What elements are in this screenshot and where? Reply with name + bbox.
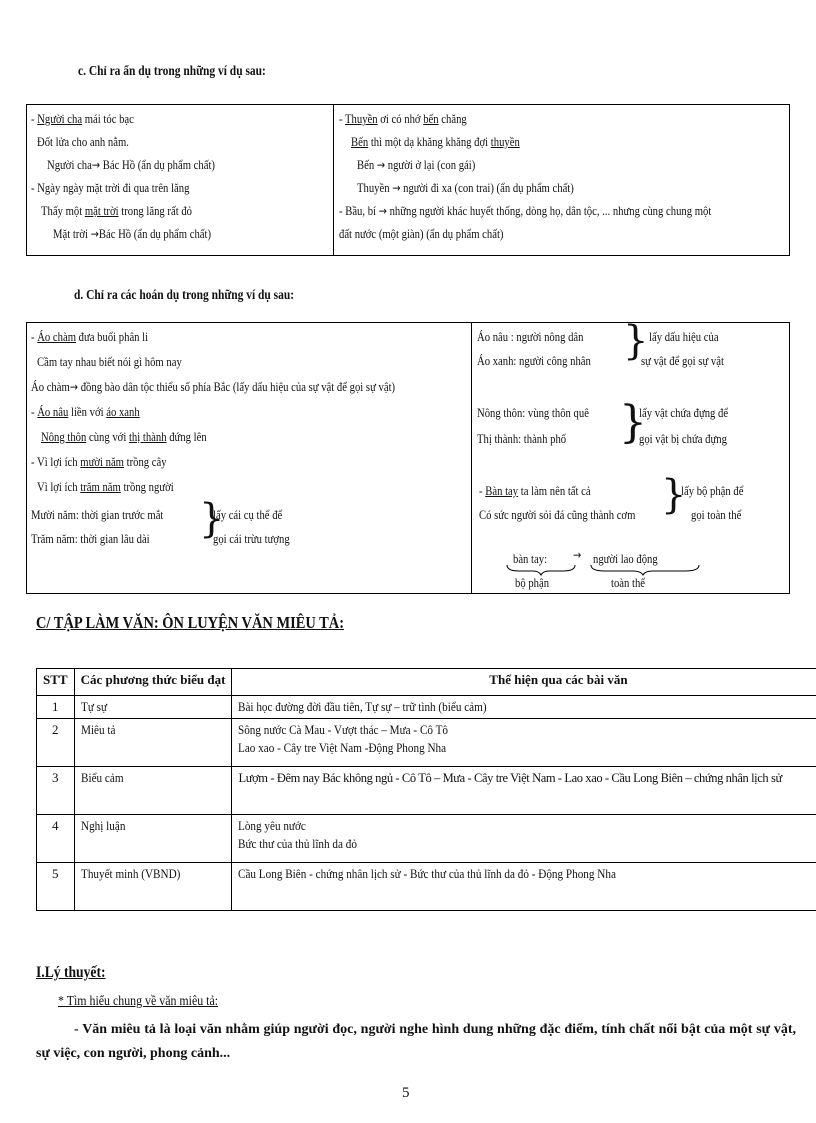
heading-an-du: c. Chỉ ra ẩn dụ trong những ví dụ sau: xyxy=(78,64,266,79)
arrow-icon: → xyxy=(378,204,387,218)
right-note3-line1: lấy bộ phận để xyxy=(681,483,744,498)
text-line xyxy=(41,203,192,219)
text-line xyxy=(31,379,395,395)
text-line xyxy=(31,454,167,470)
text-fragment: Nông thôn xyxy=(41,429,87,444)
right-pair2-line2: Thị thành: thành phố xyxy=(477,431,567,446)
arrow-icon: → xyxy=(90,227,99,241)
right-brace-3: } xyxy=(661,472,687,518)
text-line xyxy=(31,111,134,127)
cell-stt xyxy=(37,719,75,767)
right-brace-2: } xyxy=(619,397,647,448)
cell-works xyxy=(232,696,816,719)
text-line xyxy=(351,134,520,150)
text-line xyxy=(41,429,207,445)
ban-tay-label: bàn tay: xyxy=(513,551,548,566)
an-du-box xyxy=(26,104,790,256)
cell-method xyxy=(74,767,232,815)
text-fragment: mặt trời xyxy=(84,203,119,218)
cell-stt xyxy=(37,815,75,863)
text-fragment: chăng xyxy=(438,111,467,126)
text-fragment: Thấy một xyxy=(41,203,85,218)
text-fragment: đứng lên xyxy=(166,429,207,444)
right-pair1-line2: Áo xanh: người công nhân xyxy=(477,353,591,368)
cell-stt xyxy=(37,863,75,911)
arrow-icon: → xyxy=(69,380,79,394)
cell-text: Bức thư của thủ lĩnh da đỏ xyxy=(238,836,358,851)
table-row xyxy=(37,719,816,767)
right-pair2-line1: Nông thôn: vùng thôn quê xyxy=(477,405,589,420)
text-line xyxy=(37,354,182,370)
text-line xyxy=(339,226,503,242)
text-fragment: bến xyxy=(423,111,439,126)
cell-works xyxy=(232,815,816,863)
table-row xyxy=(37,696,816,719)
right-pair1-line1: Áo nâu : người nông dân xyxy=(477,329,584,344)
header-stt: STT xyxy=(37,669,75,696)
time-note-2: gọi cái trừu tượng xyxy=(213,531,290,546)
text-fragment: trong lăng rất đỏ xyxy=(118,203,193,218)
section-c-title: C/ TẬP LÀM VĂN: ÔN LUYỆN VĂN MIÊU TẢ: xyxy=(36,613,345,632)
cell-text: Nghị luận xyxy=(80,818,125,833)
cell-works xyxy=(232,863,816,911)
cell-method xyxy=(74,815,232,863)
text-line xyxy=(339,111,467,127)
text-line xyxy=(47,157,215,173)
nguoi-lao-dong-label: người lao động xyxy=(593,551,658,566)
text-fragment: đưa buổi phân li xyxy=(76,329,149,344)
text-fragment: thuyền xyxy=(490,134,520,149)
text-fragment: những người khác huyết thống, dòng họ, dân tộc, ... nhưng cùng chung một xyxy=(386,203,712,218)
cell-method xyxy=(74,863,232,911)
text-fragment: người ở lại (con gái) xyxy=(385,157,476,172)
right-note3-line2: gọi toàn thể xyxy=(691,507,742,522)
text-fragment: Ngày ngày mặt trời đi qua trên lăng xyxy=(37,180,190,195)
text-fragment: Vì lợi ích xyxy=(37,454,81,469)
text-fragment: thị thành xyxy=(128,429,167,444)
text-line xyxy=(53,226,211,242)
right-note2-line1: lấy vật chứa đựng để xyxy=(639,405,729,420)
cell-stt xyxy=(37,767,75,815)
cell-text: Tự sự xyxy=(80,699,107,714)
cell-text: 1 xyxy=(52,699,59,714)
text-line xyxy=(31,404,140,420)
expression-methods-table xyxy=(36,668,816,911)
arrow-icon: → xyxy=(573,548,582,562)
cell-text: Bài học đường đời đầu tiên, Tự sự – trữ tình (biểu cảm) xyxy=(238,699,488,714)
text-fragment: Áo chàm xyxy=(37,329,77,344)
right-pair3-line1: - Bàn tay ta làm nên tất cả xyxy=(479,483,591,498)
text-fragment: Vì lợi ích xyxy=(37,479,81,494)
van-mieu-ta-paragraph: - Văn miêu tả là loại văn nhằm giúp người đọc, người nghe hình dung những đặc điểm, tính chất nổi bật của một sự vật, sự việc, con người, phong cảnh... xyxy=(36,1022,796,1061)
text-fragment: Bác Hồ (ẩn dụ phẩm chất) xyxy=(100,157,215,172)
arrow-icon: → xyxy=(91,158,101,172)
cell-text: 3 xyxy=(52,770,59,785)
text-fragment: cùng với xyxy=(86,429,129,444)
text-line xyxy=(357,180,574,196)
text-fragment: trồng người xyxy=(120,479,174,494)
text-fragment: - xyxy=(31,180,38,195)
cell-method xyxy=(74,696,232,719)
right-note1-line2: sự vật để gọi sự vật xyxy=(641,353,724,368)
text-fragment: - xyxy=(31,111,38,126)
text-fragment: liền với xyxy=(68,404,107,419)
right-pair3-line2: Có sức người sỏi đá cũng thành cơm xyxy=(479,507,636,522)
toan-the-label: toàn thể xyxy=(611,575,646,590)
text-fragment: áo xanh xyxy=(106,404,140,419)
hoan-du-divider xyxy=(471,323,472,593)
right-note1-line1: lấy dấu hiệu của xyxy=(649,329,719,344)
text-line xyxy=(339,203,711,219)
an-du-divider xyxy=(333,105,334,255)
header-works: Thể hiện qua các bài văn xyxy=(232,669,816,696)
text-fragment: Bến xyxy=(357,157,377,172)
arrow-icon: → xyxy=(376,158,386,172)
ly-thuyet-title: I.Lý thuyết: xyxy=(36,964,106,981)
heading-hoan-du: d. Chỉ ra các hoán dụ trong những ví dụ sau: xyxy=(74,288,295,303)
text-fragment: Áo chàm xyxy=(31,379,70,394)
text-fragment: - Bầu, bí xyxy=(339,203,379,218)
cell-text: Lòng yêu nước xyxy=(238,818,307,833)
text-fragment: Người cha xyxy=(47,157,92,172)
cell-text: 2 xyxy=(52,722,59,737)
header-method: Các phương thức biểu đạt xyxy=(74,669,232,696)
text-fragment: trăm năm xyxy=(80,479,121,494)
cell-works xyxy=(232,767,816,815)
text-fragment: Mặt trời xyxy=(53,226,91,241)
text-fragment: Thuyền xyxy=(345,111,378,126)
tim-hieu-subtitle: * Tìm hiểu chung về văn miêu tả: xyxy=(58,994,219,1009)
text-fragment: ơi có nhớ xyxy=(377,111,424,126)
text-fragment: mái tóc bạc xyxy=(82,111,134,126)
text-fragment: đất nước (một giàn) (ẩn dụ phẩm chất) xyxy=(339,226,504,241)
text-fragment: - xyxy=(31,329,38,344)
text-fragment: Áo nâu xyxy=(37,404,69,419)
text-line xyxy=(31,329,148,345)
text-fragment: - xyxy=(31,454,38,469)
text-fragment: Người cha xyxy=(37,111,83,126)
text-fragment: thì một dạ khăng khăng đợi xyxy=(368,134,491,149)
cell-stt xyxy=(37,696,75,719)
cell-text: Miêu tả xyxy=(80,722,116,737)
time-line-1: Mười năm: thời gian trước mắt xyxy=(31,507,164,522)
text-line xyxy=(37,479,174,495)
text-fragment: Đốt lửa cho anh nằm. xyxy=(37,134,129,149)
page-number: 5 xyxy=(402,1085,410,1101)
table-row xyxy=(37,863,816,911)
table-header-row xyxy=(37,669,816,696)
cell-text: Sông nước Cà Mau - Vượt thác – Mưa - Cô Tô xyxy=(238,722,449,737)
time-line-2: Trăm năm: thời gian lâu dài xyxy=(31,531,150,546)
text-fragment: trồng cây xyxy=(123,454,167,469)
bo-phan-label: bộ phận xyxy=(515,575,550,590)
text-fragment: đồng bào dân tộc thiểu số phía Bắc (lấy dấu hiệu của sự vật để gọi sự vật) xyxy=(78,379,396,394)
text-fragment: Thuyền xyxy=(357,180,393,195)
text-fragment: Cầm tay nhau biết nói gì hôm nay xyxy=(37,354,182,369)
time-note-1: lấy cái cụ thể để xyxy=(213,507,283,522)
text-fragment: - xyxy=(31,404,38,419)
text-line xyxy=(31,180,189,196)
cell-text: Thuyết minh (VBND) xyxy=(80,866,180,881)
cell-text: Biểu cảm xyxy=(80,770,124,785)
text-fragment: mười năm xyxy=(80,454,124,469)
right-note2-line2: gọi vật bị chứa đựng xyxy=(639,431,727,446)
cell-method xyxy=(74,719,232,767)
text-fragment: - xyxy=(339,111,346,126)
hoan-du-box xyxy=(26,318,790,594)
cell-text: 5 xyxy=(52,866,59,881)
cell-text: Cầu Long Biên - chứng nhân lịch sử - Bức thư của thủ lĩnh da đỏ - Động Phong Nha xyxy=(238,866,617,881)
text-fragment: người đi xa (con trai) (ẩn dụ phẩm chất) xyxy=(400,180,574,195)
cell-text: Lao xao - Cây tre Việt Nam -Động Phong Nha xyxy=(238,740,447,755)
text-line xyxy=(37,134,129,150)
time-brace: } xyxy=(199,496,225,542)
text-fragment: Bác Hồ (ẩn dụ phẩm chất) xyxy=(98,226,212,241)
cell-works xyxy=(232,719,816,767)
cell-text: 4 xyxy=(52,818,59,833)
text-line xyxy=(357,157,475,173)
arrow-icon: → xyxy=(392,181,401,195)
text-fragment: Bến xyxy=(351,134,369,149)
right-brace-1: } xyxy=(623,318,649,364)
table-row xyxy=(37,815,816,863)
cell-text: Lượm - Đêm nay Bác không ngủ - Cô Tô – Mưa - Cây tre Việt Nam - Lao xao - Cầu Long Biên – chứng nhân lịch sử xyxy=(238,771,782,785)
table-row xyxy=(37,767,816,815)
